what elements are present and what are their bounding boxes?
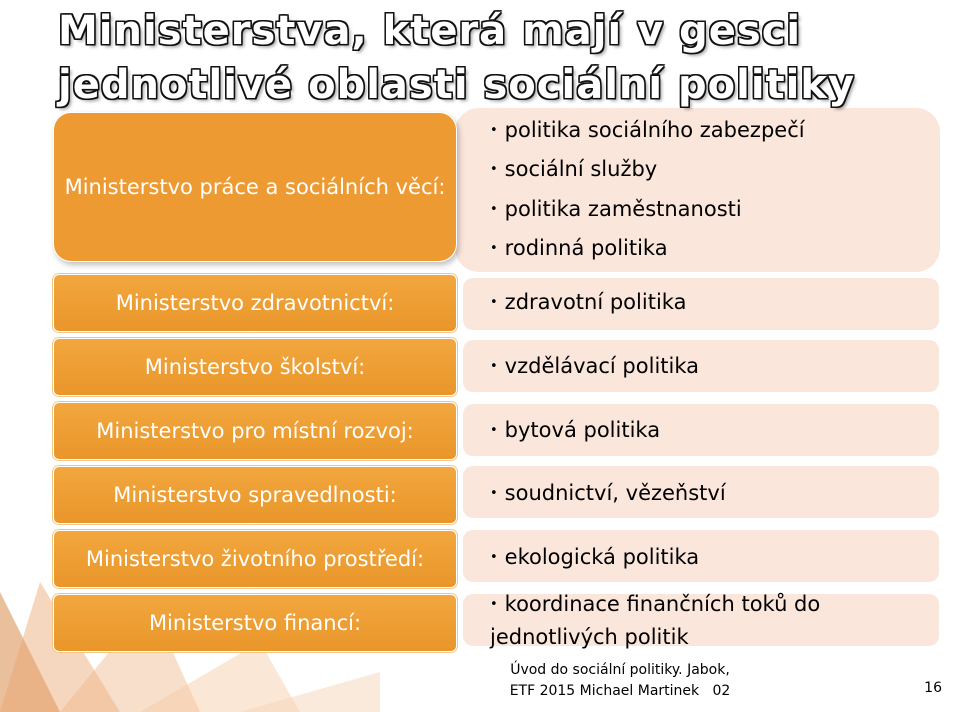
ministry-box-labor (53, 112, 457, 262)
footer-section: 02 (712, 683, 731, 699)
bullet-icon: • (490, 359, 498, 374)
bullet-icon: • (490, 123, 498, 138)
bullet-icon: • (490, 202, 498, 217)
ministry-label-finance: Ministerstvo financí: (148, 611, 362, 635)
list-item: • politika zaměstnanosti (490, 197, 742, 221)
ministry-box-education (53, 338, 457, 396)
list-item: • bytová politika (490, 418, 661, 442)
slide-title (58, 4, 938, 112)
footer-line-1: Úvod do sociální politiky. Jabok, (510, 662, 730, 678)
list-item: • vzdělávací politika (490, 354, 700, 378)
footer-line-2: ETF 2015 Michael Martinek 02 (509, 683, 731, 699)
slide-title-line-2: jednotlivé oblasti sociální politiky (58, 62, 856, 108)
list-item: • soudnictví, vězeňství (490, 481, 726, 505)
ministry-box-justice (53, 466, 457, 524)
list-item: • sociální služby (490, 157, 658, 181)
ministry-box-environment (53, 530, 457, 588)
ministry-label-environment: Ministerstvo životního prostředí: (85, 547, 425, 571)
ministry-label-justice: Ministerstvo spravedlnosti: (113, 483, 397, 507)
ministry-box-health (53, 274, 457, 332)
slide-title-line-1: Ministerstva, která mají v gesci (58, 8, 802, 54)
bullet-icon: • (490, 597, 498, 612)
ministry-label-labor: Ministerstvo práce a sociálních věcí: (64, 175, 446, 199)
ministry-box-regional (53, 402, 457, 460)
ministry-label-education: Ministerstvo školství: (144, 355, 366, 379)
list-item: • ekologická politika (490, 545, 700, 569)
bullet-icon: • (490, 486, 498, 501)
list-item: • zdravotní politika (490, 290, 687, 314)
bullet-icon: • (490, 162, 498, 177)
bullet-icon: • (490, 295, 498, 310)
list-item: • rodinná politika (490, 236, 668, 260)
bullet-icon: • (490, 423, 498, 438)
ministry-label-regional: Ministerstvo pro místní rozvoj: (96, 419, 414, 443)
bullet-icon: • (490, 241, 498, 256)
footer-citation (500, 660, 740, 702)
list-item: • politika sociálního zabezpečí (490, 118, 805, 142)
page-number: 16 (924, 680, 942, 696)
ministry-label-health: Ministerstvo zdravotnictví: (115, 291, 395, 315)
ministry-box-finance (53, 594, 457, 652)
list-item: • koordinace finančních toků do jednotlivých politik (490, 592, 821, 649)
bullet-icon: • (490, 550, 498, 565)
